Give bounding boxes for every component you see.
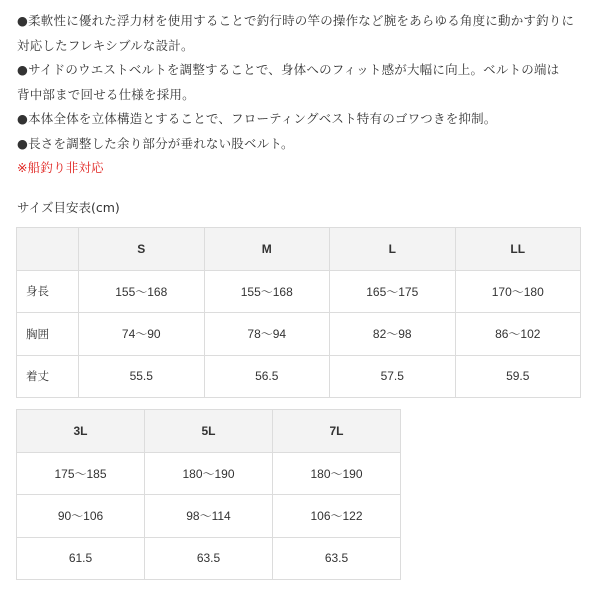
size-header-cell: L	[330, 228, 456, 271]
size-header-cell: S	[79, 228, 205, 271]
size-header-cell: 5L	[145, 410, 273, 453]
table-cell: 90〜106	[17, 495, 145, 538]
size-header-cell: M	[204, 228, 330, 271]
description-line: ●長さを調整した余り部分が垂れない股ベルト。	[17, 135, 294, 151]
size-table-large	[16, 409, 401, 580]
row-label-length: 着丈	[17, 355, 79, 398]
product-description	[17, 9, 587, 181]
table-row	[17, 355, 581, 398]
description-line: 背中部まで回せる仕様を採用。	[17, 86, 195, 102]
table-cell: 155〜168	[79, 270, 205, 313]
table-row	[17, 452, 401, 495]
table-cell: 57.5	[330, 355, 456, 398]
row-label-chest: 胸囲	[17, 313, 79, 356]
table-row	[17, 270, 581, 313]
description-line: ●サイドのウエストベルトを調整することで、身体へのフィット感が大幅に向上。ベルトの端は	[17, 62, 560, 77]
table-cell: 59.5	[455, 355, 581, 398]
warning-note: ※船釣り非対応	[17, 160, 104, 175]
table-row	[17, 537, 401, 580]
table-header-row	[17, 228, 581, 271]
description-line: ●本体全体を立体構造とすることで、フローティングベスト特有のゴワつきを抑制。	[17, 111, 497, 126]
table-cell: 55.5	[79, 355, 205, 398]
table-row	[17, 313, 581, 356]
row-label-height: 身長	[17, 270, 79, 313]
size-header-cell: 7L	[273, 410, 401, 453]
table-corner-cell	[17, 228, 79, 271]
table-cell: 180〜190	[273, 452, 401, 495]
table-cell: 98〜114	[145, 495, 273, 538]
table-cell: 106〜122	[273, 495, 401, 538]
description-line: 対応したフレキシブルな設計。	[17, 37, 194, 53]
table-cell: 74〜90	[79, 313, 205, 356]
table-cell: 155〜168	[204, 270, 330, 313]
table-cell: 63.5	[273, 537, 401, 580]
description-line: ●柔軟性に優れた浮力材を使用することで釣行時の竿の操作など腕をあらゆる角度に動かす釣りに	[17, 13, 575, 28]
table-header-row	[17, 410, 401, 453]
size-header-cell: 3L	[17, 410, 145, 453]
size-header-cell: LL	[455, 228, 581, 271]
table-cell: 170〜180	[455, 270, 581, 313]
size-chart-title: サイズ目安表(cm)	[17, 200, 120, 215]
table-cell: 180〜190	[145, 452, 273, 495]
table-cell: 61.5	[17, 537, 145, 580]
table-cell: 56.5	[204, 355, 330, 398]
table-cell: 82〜98	[330, 313, 456, 356]
table-cell: 175〜185	[17, 452, 145, 495]
table-cell: 63.5	[145, 537, 273, 580]
table-cell: 78〜94	[204, 313, 330, 356]
table-cell: 86〜102	[455, 313, 581, 356]
table-cell: 165〜175	[330, 270, 456, 313]
size-table-main	[16, 227, 581, 398]
table-row	[17, 495, 401, 538]
